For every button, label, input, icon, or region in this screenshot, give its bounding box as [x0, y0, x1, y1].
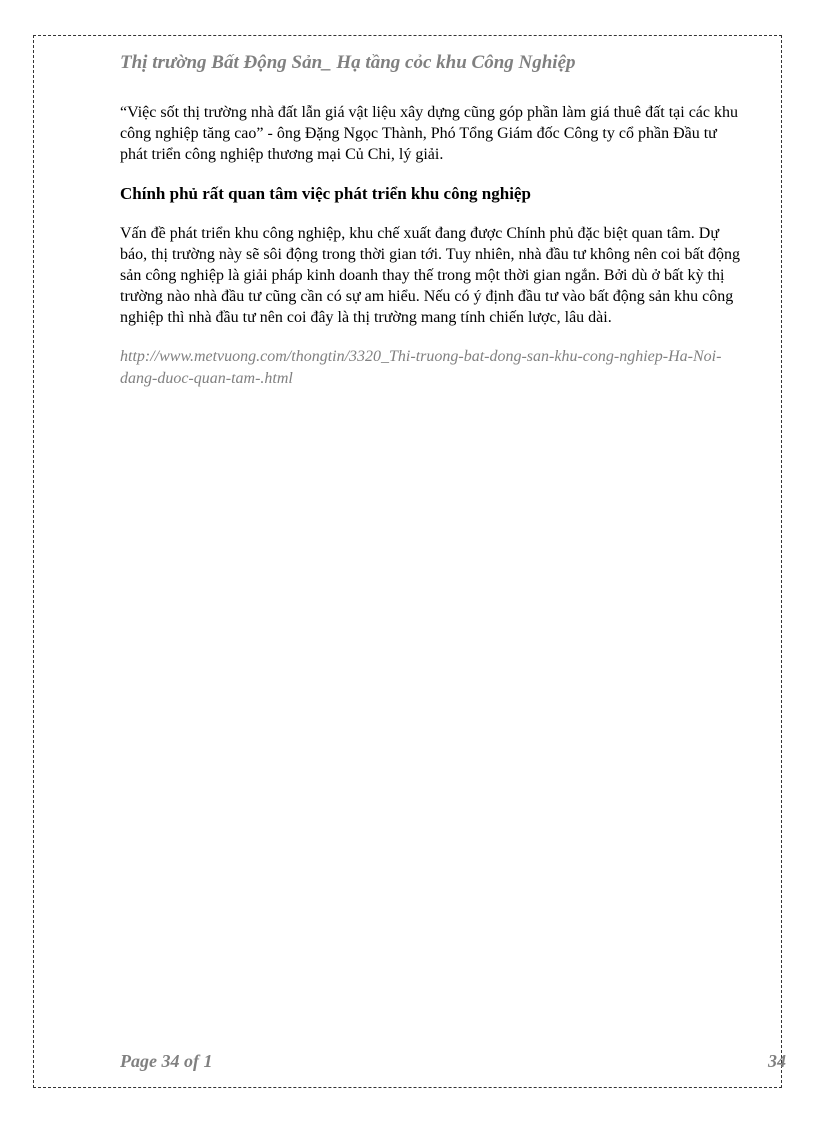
footer-page-number: 34: [768, 1051, 786, 1071]
source-url-link[interactable]: http://www.metvuong.com/thongtin/3320_Thi-truong-bat-dong-san-khu-cong-nghiep-Ha-Noi-dang-duoc-quan-tam-.html: [120, 348, 722, 387]
page-header-title: Thị trường Bất Động Sản_ Hạ tầng cỏc khu Công Nghiệp: [120, 52, 576, 73]
document-body: [120, 102, 745, 390]
section-heading: Chính phủ rất quan tâm việc phát triển khu công nghiệp: [120, 184, 531, 203]
section-paragraph: Vấn đề phát triển khu công nghiệp, khu chế xuất đang được Chính phủ đặc biệt quan tâm. Dự báo, thị trường này sẽ sôi động trong thời gian tới. Tuy nhiên, nhà đầu tư không nên coi bất động sản công nghiệp là giải pháp kinh doanh thay thế trong một thời gian ngắn. Bởi dù ở bất kỳ thị trường nào nhà đầu tư cũng cần có sự am hiểu. Nếu có ý định đầu tư vào bất động sản khu công nghiệp thì nhà đầu tư nên coi đây là thị trường mang tính chiến lược, lâu dài.: [120, 225, 741, 326]
footer-page-label: Page 34 of 1: [120, 1051, 213, 1071]
quote-paragraph: “Việc sốt thị trường nhà đất lẫn giá vật liệu xây dựng cũng góp phần làm giá thuê đất tại các khu công nghiệp tăng cao” - ông Đặng Ngọc Thành, Phó Tổng Giám đốc Công ty cổ phần Đầu tư phát triển công nghiệp thương mại Củ Chi, lý giải.: [120, 104, 738, 163]
